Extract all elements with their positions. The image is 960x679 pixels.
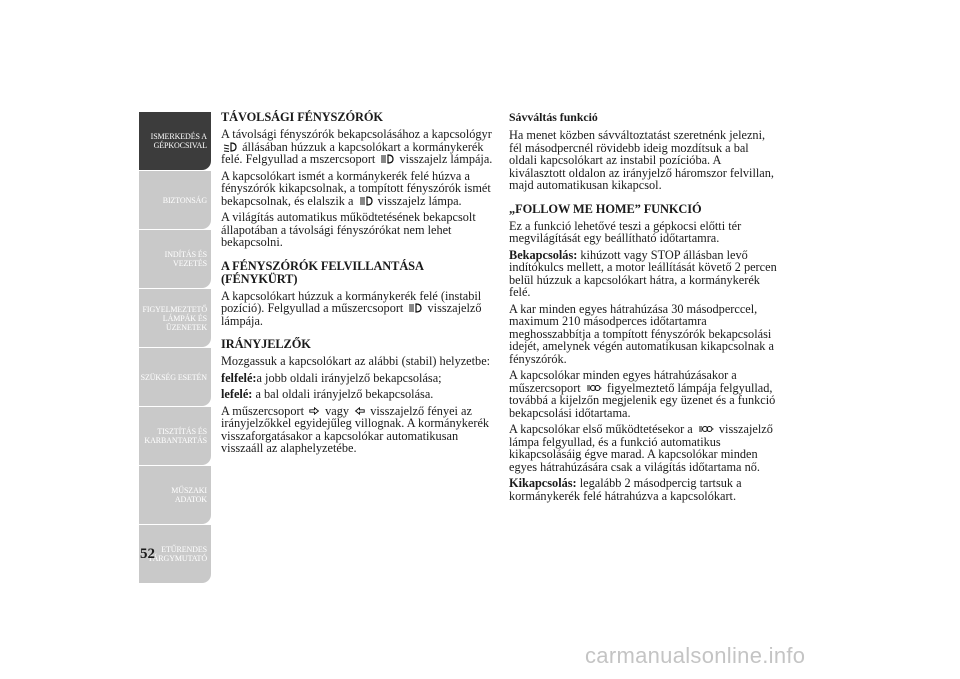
paragraph — [509, 369, 777, 419]
text: A kapcsolókart ismét a kormánykerék felé húzva a fényszórók kikapcsolnak, a tompított fényszórók ismét bekapcsolnak, és elalszik a — [221, 168, 491, 208]
low-beam-icon — [223, 142, 237, 152]
paragraph — [221, 405, 495, 455]
paragraph: Mozgassuk a kapcsolókart az alábbi (stabil) helyzetbe: — [221, 354, 491, 368]
section-title-high-beam: TÁVOLSÁGI FÉNYSZÓRÓK — [221, 110, 383, 124]
text: visszajelző lámpája. — [221, 301, 482, 328]
paragraph — [509, 423, 777, 473]
high-beam-icon — [359, 196, 373, 206]
paragraph — [509, 249, 777, 299]
page-number: 52 — [140, 546, 155, 562]
text: A kapcsolókar első működtetésekor a — [509, 422, 693, 436]
text: vagy — [325, 403, 350, 418]
text: A kapcsolókart húzzuk a kormánykerék felé (instabil pozíció). Felgyullad a műszercsoport — [221, 288, 482, 315]
left-column — [221, 111, 495, 459]
high-beam-icon — [408, 303, 422, 313]
label: felfelé: — [221, 370, 257, 385]
watermark: carmanualsonline.info — [585, 643, 806, 668]
paragraph — [221, 388, 495, 401]
tab-label: INDÍTÁS ÉS VEZETÉS — [164, 250, 207, 268]
text: visszajelz lámpa. — [377, 193, 462, 208]
tab-label: MŰSZAKI ADATOK — [171, 486, 207, 504]
tab-label: SZÜKSÉG ESETÉN — [140, 372, 207, 382]
paragraph — [509, 477, 777, 502]
tab-label: FIGYELMEZTETŐ LÁMPÁK ÉS ÜZENETEK — [142, 304, 207, 332]
right-column — [509, 111, 777, 506]
tab-label: ETŰRENDES TÁRGYMUTATÓ — [147, 545, 207, 563]
text: visszajelz lámpája. — [399, 152, 493, 166]
paragraph — [221, 290, 495, 328]
text: A távolsági fényszórók bekapcsolásához a kapcsológyr — [221, 127, 492, 141]
paragraph: A világítás automatikus működtetésének bekapcsolt állapotában a távolsági fényszórókat nem lehet bekapcsolni. — [221, 210, 476, 249]
paragraph: Ha menet közben sávváltoztatást szeretnénk jelezni, fél másodpercnél rövidebb ideig mozdítsuk a bal oldali kapcsolókart az instabil pozícióba. A kiválasztott oldalon az irányjelző háromszor felvillan, majd automatikusan kikapcsol. — [509, 128, 774, 192]
tab-muszaki-adatok[interactable] — [139, 466, 211, 524]
position-lights-icon — [586, 383, 602, 393]
text: kihúzott vagy STOP állásban levő indítókulcs mellett, a motor leállítását követő 2 percen belül húzzuk a kapcsolókart hátra, a kormánykerék felé. — [509, 247, 777, 299]
paragraph: A kar minden egyes hátrahúzása 30 másodperccel, maximum 210 másodperces időtartamra meghosszabbítja a tompított fényszórók bekapcsolási idejét, amelynek végén automatikusan kikapcsolnak a fényszórók. — [509, 301, 774, 366]
tab-szukseg-eseten[interactable] — [139, 348, 211, 406]
text: állásában húzzuk a kapcsolókart a kormánykerék felé. Felgyullad a mszercsoport — [221, 139, 484, 166]
label: Kikapcsolás: — [509, 476, 577, 490]
text: A kapcsolókar minden egyes hátrahúzásakor a műszercsoport — [509, 368, 737, 395]
text: legalább 2 másodpercig tartsuk a kormánykerék felé hátrahúzva a kapcsolókart. — [509, 476, 742, 503]
tab-label: BIZTONSÁG — [162, 195, 207, 205]
paragraph — [221, 372, 495, 385]
text: visszajelző fényei az irányjelzőkkel egyidejűleg villognak. A kormánykerék visszaforgatásakor a kapcsolókar automatikusan visszaáll az alaphelyzetébe. — [221, 403, 490, 455]
section-title-indicators: IRÁNYJELZŐK — [221, 337, 311, 351]
paragraph — [221, 170, 495, 208]
paragraph: Ez a funkció lehetővé teszi a gépkocsi előtti tér megvilágítását egy beállítható időtartamra. — [509, 218, 742, 245]
high-beam-icon — [380, 154, 394, 164]
section-title-flash: A FÉNYSZÓRÓK FELVILLANTÁSA (FÉNYKÜRT) — [221, 258, 424, 286]
right-arrow-icon — [309, 406, 320, 416]
tab-label: ISMERKEDÉS A GÉPKOCSIVAL — [150, 132, 207, 150]
tab-ismerkedes[interactable] — [139, 112, 211, 170]
tab-tisztitas-es-karbantartas[interactable] — [139, 407, 211, 465]
text: visszajelző lámpa felgyullad, és a funkció automatikus kikapcsolásáig égve marad. A kapcsolókar minden egyes hátrahúzására csak a világítás időtartama nő. — [509, 422, 773, 474]
section-title-follow-me-home: „FOLLOW ME HOME” FUNKCIÓ — [509, 201, 702, 216]
text: a bal oldali irányjelző bekapcsolása. — [252, 387, 434, 401]
section-title-lane-change: Sávváltás funkció — [509, 110, 598, 124]
tab-figyelmezteto-lampak[interactable] — [139, 289, 211, 347]
text: A műszercsoport — [221, 403, 304, 418]
label: Bekapcsolás: — [509, 247, 578, 262]
tab-biztonsag[interactable] — [139, 171, 211, 229]
tab-label: TISZTÍTÁS ÉS KARBANTARTÁS — [144, 427, 207, 445]
left-arrow-icon — [354, 406, 365, 416]
paragraph — [221, 128, 495, 166]
tab-inditas-es-vezetes[interactable] — [139, 230, 211, 288]
text: figyelmeztető lámpája felgyullad, továbbá a kijelzőn megjelenik egy üzenet és a funkció bekapcsolási időtartama. — [509, 380, 776, 420]
position-lights-icon — [698, 424, 714, 434]
text: a jobb oldali irányjelző bekapcsolása; — [256, 370, 442, 385]
label: lefelé: — [221, 387, 253, 401]
